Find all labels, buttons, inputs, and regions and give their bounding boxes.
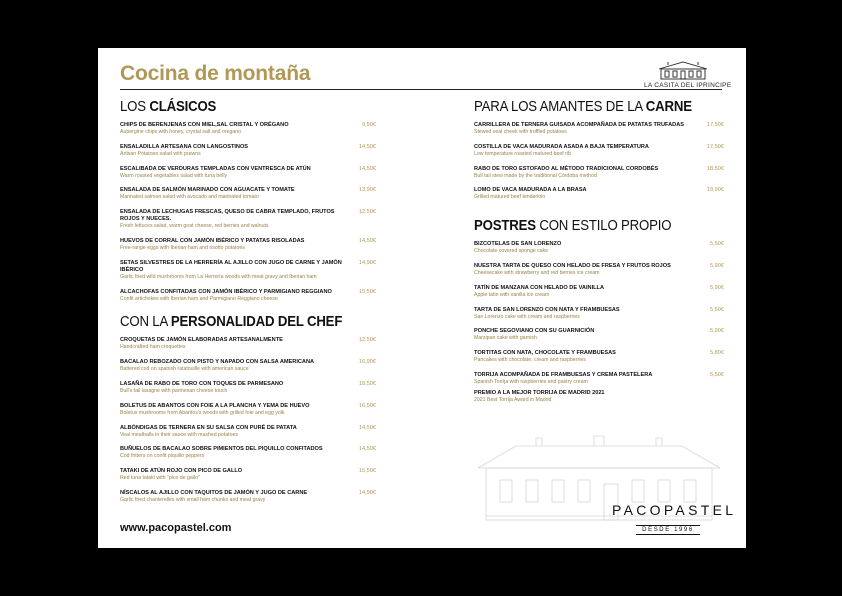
menu-item-price: 15,50€: [358, 468, 376, 475]
title-divider: [120, 89, 722, 90]
menu-item: [474, 122, 724, 136]
section-title-postres: POSTRES CON ESTILO PROPIO: [474, 217, 672, 235]
menu-item-price: 5,50€: [710, 306, 724, 313]
menu-item-name: BIZCOTELAS DE SAN LORENZO: [474, 241, 562, 248]
section-title-chef: CON LA PERSONALIDAD DEL CHEF: [120, 313, 343, 331]
menu-item-desc: Cod fritters on confit piquillo peppers: [120, 453, 205, 460]
menu-item: [474, 144, 724, 158]
menu-item-name: TATAKI DE ATÚN ROJO CON PICO DE GALLO: [120, 468, 243, 475]
menu-item-price: 19,90€: [706, 187, 724, 194]
menu-item: [474, 263, 724, 277]
menu-item: [474, 241, 724, 255]
menu-item-name: SETAS SILVESTRES DE LA HERRERÍA AL AJILLO CON JUGO DE CARNE Y JAMÓN IBÉRICO: [120, 259, 342, 273]
menu-item-name: TARTA DE SAN LORENZO CON NATA Y FRAMBUESAS: [474, 306, 620, 313]
menu-item: [120, 122, 376, 136]
menu-item-desc: Red tuna tataki with "pico de gallo": [120, 475, 200, 482]
menu-item-desc: Veal meatballs in their sauce with mashed potatoes: [120, 431, 238, 438]
menu-item: [120, 209, 376, 230]
section-title-carne: PARA LOS AMANTES DE LA CARNE: [474, 98, 692, 115]
menu-item-name: HUEVOS DE CORRAL CON JAMÓN IBÉRICO Y PATATAS RISOLADAS: [120, 237, 305, 244]
menu-item-desc: Cheesecake with strawberry and red berries ice cream: [474, 269, 600, 276]
left-column: [120, 98, 376, 512]
menu-item-name: ALBÓNDIGAS DE TERNERA EN SU SALSA CON PURÉ DE PATATA: [120, 424, 297, 431]
menu-item-price: 15,50€: [358, 288, 376, 295]
menu-item-desc: San Lorenzo cake with cream and raspberries: [474, 313, 580, 320]
menu-item-desc: Stewed veal cheek with truffled potatoes: [474, 129, 567, 135]
menu-item-desc: Aubergine chips with honey, crystal salt and oregano: [120, 129, 242, 135]
menu-item-price: 5,90€: [710, 284, 724, 291]
menu-item-price: 17,50€: [706, 122, 724, 128]
menu-item: [120, 144, 376, 158]
menu-item-name: ENSALADA DE LECHUGAS FRESCAS, QUESO DE CABRA TEMPLADO, FRUTOS ROJOS Y NUECES.: [120, 209, 335, 223]
menu-item-price: 14,50€: [358, 165, 376, 172]
menu-item-name: BACALAO REBOZADO CON PISTO Y NAPADO CON SALSA AMERICANA: [120, 359, 315, 366]
menu-item-price: 16,50€: [358, 402, 376, 409]
menu-item-name: ALCACHOFAS CONFITADAS CON JAMÓN IBÉRICO Y PARMIGIANO REGGIANO: [120, 288, 332, 295]
menu-item: [474, 372, 724, 386]
menu-item-price: 13,90€: [358, 187, 376, 194]
menu-item: [120, 403, 376, 417]
menu-item-price: 14,50€: [358, 143, 376, 150]
award-desc: 2021 Best Torrija Award in Madrid: [474, 396, 552, 403]
section-postres-list: [474, 241, 724, 386]
menu-item-desc: Boletus mushrooms from Abantos's woods with grilled foie and egg yolk: [120, 409, 285, 416]
menu-item: [120, 187, 376, 201]
menu-item-name: RABO DE TORO ESTOFADO AL MÉTODO TRADICIONAL CORDOBÉS: [474, 165, 659, 172]
menu-item-name: ESCALIBADA DE VERDURAS TEMPLADAS CON VENTRESCA DE ATÚN: [120, 165, 311, 172]
menu-item-desc: Marinated salmon salad with avocado and marinated tomato: [120, 194, 259, 201]
menu-item-desc: Garlic fried wild mushrooms from La Herrería woods with meat gravy and Iberian ham: [120, 273, 317, 280]
menu-item-name: TORTITAS CON NATA, CHOCOLATE Y FRAMBUESAS: [474, 350, 616, 357]
menu-item-name: CARRILLERA DE TERNERA GUISADA ACOMPAÑADA DE PATATAS TRUFADAS: [474, 122, 684, 128]
menu-item-desc: Marzipan cake with garnish: [474, 335, 537, 342]
menu-item: [120, 260, 376, 281]
section-clasicos-list: [120, 122, 376, 303]
brand-bottom-logo: [612, 502, 737, 536]
menu-item-desc: Chocolate covered sponge cake: [474, 248, 549, 255]
menu-item: [474, 350, 724, 364]
menu-item-desc: Low temperature roasted matured beef rib: [474, 150, 571, 157]
brand-bottom-tagline: DESDE 1996: [636, 525, 700, 535]
brand-top-logo: [644, 59, 732, 89]
menu-item: [120, 337, 376, 351]
award-note: [474, 390, 724, 404]
section-carne-list: [474, 122, 724, 201]
menu-item-price: 18,50€: [358, 380, 376, 387]
menu-item-desc: Handcrafted ham croquettes: [120, 344, 186, 351]
menu-item-name: CROQUETAS DE JAMÓN ELABORADAS ARTESANALMENTE: [120, 337, 283, 344]
menu-item-price: 5,50€: [710, 371, 724, 378]
menu-item: [474, 187, 724, 201]
menu-item-price: 12,50€: [358, 209, 376, 216]
menu-item-price: 12,50€: [358, 337, 376, 344]
menu-item-desc: Battered cod on spanish ratatouille with american sauce: [120, 366, 249, 373]
brand-top-name: LA CASITA DEL IPRINCIPE: [644, 82, 732, 89]
menu-item-desc: Pancakes with chocolate, cream and raspberries: [474, 357, 586, 364]
menu-item: [120, 166, 376, 180]
menu-item: [120, 359, 376, 373]
menu-item-desc: Grilled matured beef tenderloin: [474, 194, 546, 201]
menu-page: [98, 48, 746, 548]
menu-item-desc: Apple tatin with vanilla ice cream: [474, 291, 550, 298]
menu-item: [474, 285, 724, 299]
menu-item-desc: Confit artichokes with Iberian ham and Parmigiano Reggiano cheese: [120, 295, 278, 302]
menu-item-name: NÍSCALOS AL AJILLO CON TAQUITOS DE JAMÓN Y JUGO DE CARNE: [120, 489, 308, 496]
menu-item-name: PONCHE SEGOVIANO CON SU GUARNICIÓN: [474, 328, 595, 335]
menu-item-price: 14,90€: [358, 489, 376, 496]
menu-item: [120, 425, 376, 439]
menu-item-name: COSTILLA DE VACA MADURADA ASADA A BAJA TEMPERATURA: [474, 143, 649, 150]
menu-item: [120, 381, 376, 395]
menu-item-price: 5,50€: [710, 241, 724, 248]
menu-item-name: TATÍN DE MANZANA CON HELADO DE VAINILLA: [474, 284, 604, 291]
menu-item: [474, 328, 724, 342]
menu-item-desc: Warm roasted vegetables salad with tuna belly: [120, 172, 228, 179]
section-chef-list: [120, 337, 376, 504]
menu-item-desc: Garlic fried chanterelles with small ham chunks and meat gravy: [120, 496, 266, 503]
menu-item-price: 14,90€: [358, 259, 376, 266]
menu-item: [120, 238, 376, 252]
menu-item: [120, 468, 376, 482]
right-column: [474, 98, 724, 404]
menu-item-price: 14,50€: [358, 237, 376, 244]
menu-item-price: 17,50€: [706, 143, 724, 150]
menu-item-name: TORRIJA ACOMPAÑADA DE FRAMBUESAS Y CREMA PASTELERA: [474, 371, 653, 378]
menu-item-name: LOMO DE VACA MADURADA A LA BRASA: [474, 187, 587, 194]
menu-item-desc: Bull's tail lasagne with parmesan cheese touch: [120, 387, 228, 394]
menu-item-desc: Bull tail stew made by the traditional Córdoba method: [474, 172, 597, 179]
website-url: www.pacopastel.com: [120, 522, 232, 534]
menu-item-price: 14,50€: [358, 424, 376, 431]
menu-item-price: 16,90€: [358, 359, 376, 366]
brand-bottom-name: PACOPASTEL: [612, 502, 737, 518]
menu-item: [474, 307, 724, 321]
menu-item-desc: Free-range eggs with Iberian ham and risotto potatoes: [120, 244, 245, 251]
menu-item-name: ENSALADA DE SALMÓN MARINADO CON AGUACATE Y TOMATE: [120, 187, 295, 194]
menu-item-price: 5,90€: [710, 328, 724, 335]
menu-item: [120, 289, 376, 303]
menu-item-name: NUESTRA TARTA DE QUESO CON HELADO DE FRESA Y FRUTOS ROJOS: [474, 262, 671, 269]
award-title: PREMIO A LA MEJOR TORRIJA DE MADRID 2021: [474, 389, 605, 396]
menu-item-price: 5,80€: [710, 350, 724, 357]
menu-item: [120, 490, 376, 504]
menu-item-name: CHIPS DE BERENJENAS CON MIEL,SAL CRISTAL Y ORÉGANO: [120, 122, 289, 128]
menu-item-price: 9,50€: [362, 122, 376, 128]
menu-item-price: 5,90€: [710, 262, 724, 269]
page-title: Cocina de montaña: [120, 62, 311, 85]
menu-item-desc: Spanish Torrija with raspberries and pastry cream: [474, 378, 588, 385]
menu-item-desc: Artisan Potatoes salad with prawns: [120, 150, 201, 157]
section-title-clasicos: LOS CLÁSICOS: [120, 98, 217, 115]
menu-item: [120, 446, 376, 460]
menu-item-name: ENSALADILLA ARTESANA CON LANGOSTINOS: [120, 143, 249, 150]
house-logo-icon: [653, 59, 713, 81]
menu-item-name: LASAÑA DE RABO DE TORO CON TOQUES DE PARMESANO: [120, 380, 284, 387]
menu-item-name: BUÑUELOS DE BACALAO SOBRE PIMIENTOS DEL PIQUILLO CONFITADOS: [120, 446, 323, 453]
menu-item-desc: Fresh lettuces salad, warm goat cheese, red berries and walnuts: [120, 223, 269, 230]
menu-item-name: BOLETUS DE ABANTOS CON FOIE A LA PLANCHA Y YEMA DE HUEVO: [120, 402, 310, 409]
menu-item-price: 14,50€: [358, 446, 376, 453]
menu-item-price: 18,50€: [706, 165, 724, 172]
menu-item: [474, 166, 724, 180]
